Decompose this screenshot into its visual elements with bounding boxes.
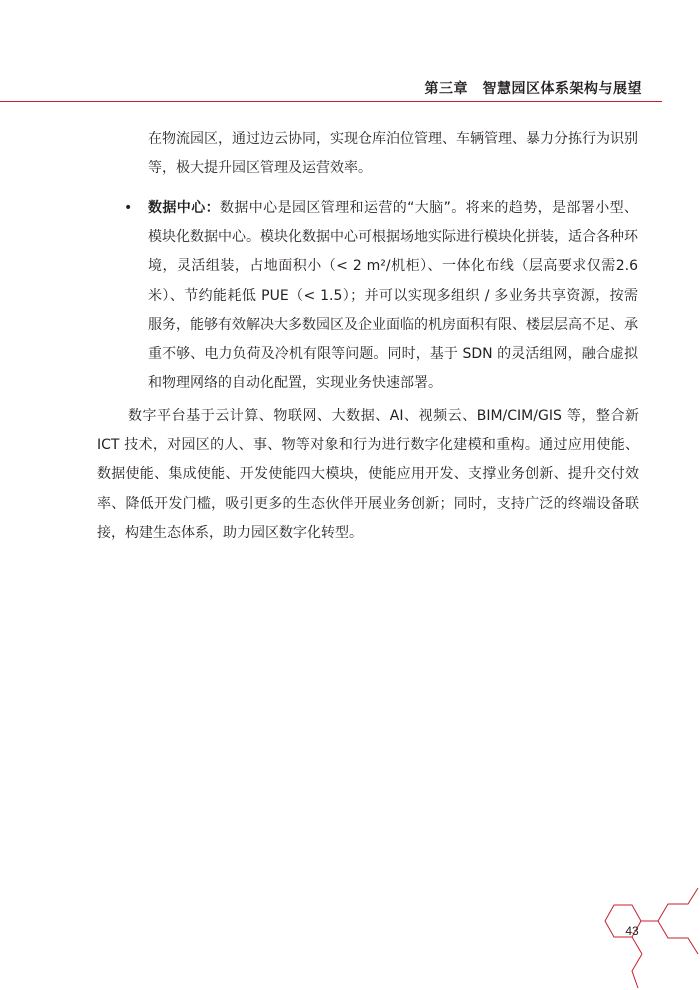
page-number: 43 <box>625 924 639 938</box>
bullet-text: 数据中心是园区管理和运营的“大脑”。将来的趋势，是部署小型、模块化数据中心。模块化数据中心可根据场地实际进行模块化拼装，适合各种环境，灵活组装，占地面积小（< 2 m²/机柜）、一体化布线（层高要求仅需2.6米）、节约能耗低 PUE（< 1.5）；并可以实现多组织 / 多业务共享资源，按需服务，能够有效解决大多数园区及企业面临的机房面积有限、楼层层高不足、承重不够、电力负荷及冷机有限等问题。同时，基于 SDN 的灵活组网，融合虚拟和物理网络的自动化配置，实现业务快速部署。 <box>148 200 638 392</box>
paragraph-logistics: 在物流园区，通过边云协同，实现仓库泊位管理、车辆管理、暴力分拣行为识别等，极大提升园区管理及运营效率。 <box>148 131 638 177</box>
hexagon-edge-line-bottom <box>632 937 642 954</box>
paragraph-digital-platform: 数字平台基于云计算、物联网、大数据、AI、视频云、BIM/CIM/GIS 等，整合新 ICT 技术，对园区的人、事、物等对象和行为进行数字化建模和重构。通过应用使能、数据使能、集成使能、开发使能四大模块，使能应用开发、支撑业务创新、提升交付效率、降低开发门槛，吸引更多的生态伙伴开展业务创新；同时，支持广泛的终端设备联接，构建生态体系，助力园区数字化转型。 <box>97 408 639 541</box>
bullet-term: 数据中心： <box>148 200 220 216</box>
paragraph-data-center <box>148 194 638 398</box>
hexagon-outline-lower <box>658 921 698 954</box>
header-rule <box>0 101 662 102</box>
hexagon-outline-bottom <box>632 954 642 988</box>
hexagon-outline-upper <box>658 888 698 921</box>
chapter-header: 第三章 智慧园区体系架构与展望 <box>424 81 642 97</box>
bullet-marker: • <box>124 200 133 216</box>
